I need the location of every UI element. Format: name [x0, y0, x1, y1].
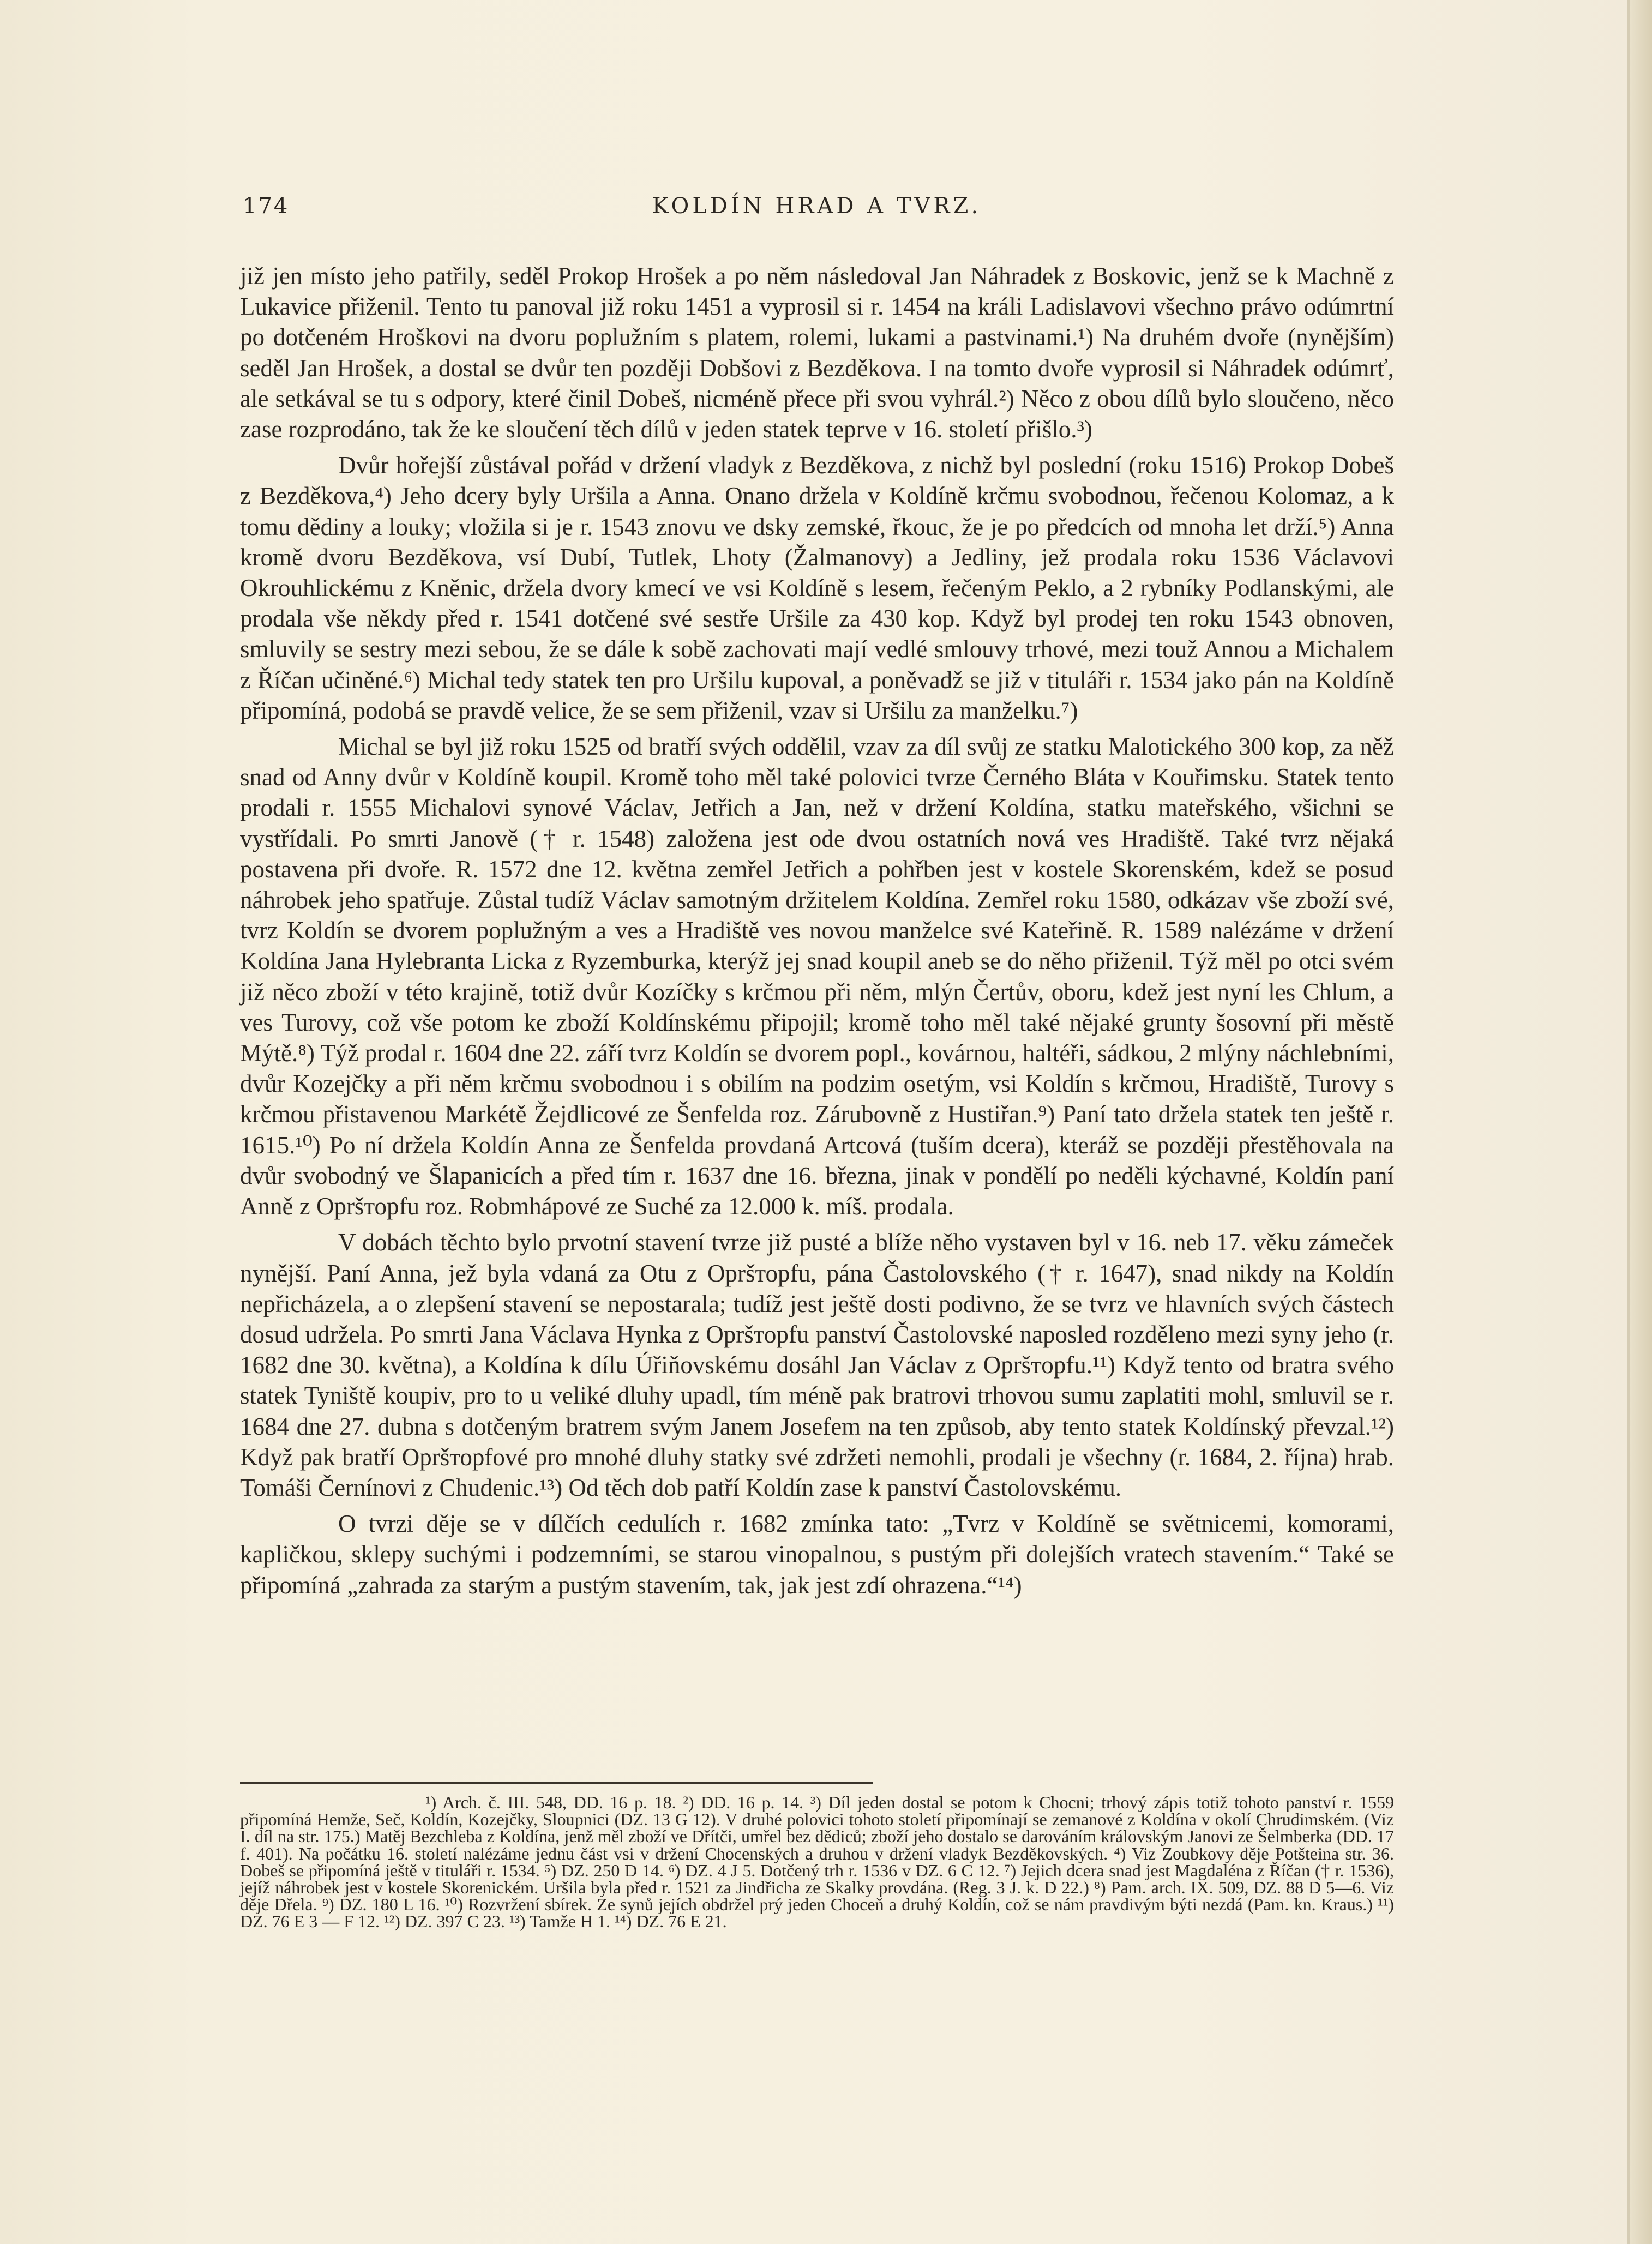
paragraph: již jen místo jeho patřily, seděl Prokop Hrošek a po něm následoval Jan Náhradek z Boskovic, jenž se k Machně z Lukavice přiženil. Tento tu panoval již roku 1451 a vyprosil si r. 1454 na králi Ladislavovi všechno právo odúmrtní po dotčeném Hroškovi na dvoru poplužním s platem, rolemi, lukami a pastvinami.¹) Na druhém dvoře (nynějším) seděl Jan Hrošek, a dostal se dvůr ten později Dobšovi z Bezděkova. I na tomto dvoře vyprosil si Náhradek odúmrť, ale setkával se tu s odpory, které činil Dobeš, nicméně přece při svou vyhrál.²) Něco z obou dílů bylo sloučeno, něco zase rozprodáno, tak že ke sloučení těch dílů v jeden statek teprve v 16. století přišlo.³): [240, 262, 1394, 443]
paragraph: V dobách těchto bylo prvotní stavení tvrze již pusté a blíže něho vystaven byl v 16. neb 17. věku zámeček nynější. Paní Anna, jež byla vdaná za Otu z Opršторfu, pána Častolovského († r. 1647), snad nikdy na Koldín nepřicházela, a o zlepšení stavení se nepostarala; tudíž jest ještě dosti podivno, že se tvrz ve hlavních svých částech dosud udržela. Po smrti Jana Václava Hynka z Opršторfu panství Častolovské naposled rozděleno mezi syny jeho (r. 1682 dne 30. května), a Koldína k dílu Úřiňovskému dosáhl Jan Václav z Opršторfu.¹¹) Když tento od bratra svého statek Tyniště koupiv, pro to u veliké dluhy upadl, tím méně pak bratrovi trhovou sumu zaplatiti mohl, smluvil se r. 1684 dne 27. dubna s dotčeným bratrem svým Janem Josefem na ten způsob, aby tento statek Koldínský převzal.¹²) Když pak bratří Opršторfové pro mnohé dluhy statky své zdržeti nemohli, prodali je všechny (r. 1684, 2. října) hrab. Tomáši Černínovi z Chudenic.¹³) Od těch dob patří Koldín zase k panství Častolovskému.: [240, 1229, 1394, 1501]
footnote-divider: [240, 1782, 873, 1784]
paragraph: Michal se byl již roku 1525 od bratří svých oddělil, vzav za díl svůj ze statku Malotického 300 kop, za něž snad od Anny dvůr v Koldíně koupil. Kromě toho měl také polovici tvrze Černého Bláta v Kouřimsku. Statek tento prodali r. 1555 Michalovi synové Václav, Jetřich a Jan, než v držení Koldína, statku mateřského, všichni se vystřídali. Po smrti Janově († r. 1548) založena jest ode dvou ostatních nová ves Hradiště. Také tvrz nějaká postavena při dvoře. R. 1572 dne 12. května zemřel Jetřich a pohřben jest v kostele Skorenském, kdež se posud náhrobek jeho spatřuje. Zůstal tudíž Václav samotným držitelem Koldína. Zemřel roku 1580, odkázav vše zboží své, tvrz Koldín se dvorem poplužným a ves a Hradiště ves novou manželce své Kateřině. R. 1589 nalézáme v držení Koldína Jana Hylebranta Licka z Ryzemburka, kterýž jej snad koupil aneb se do něho přiženil. Týž měl po otci svém již něco zboží v této krajině, totiž dvůr Kozíčky s krčmou při něm, mlýn Čertův, oboru, kdež jest nyní les Chlum, a ves Turovy, což vše potom ke zboží Koldínskému připojil; kromě toho měl také nějaké grunty šosovní při městě Mýtě.⁸) Týž prodal r. 1604 dne 22. září tvrz Koldín se dvorem popl., kovárnou, haltéři, sádkou, 2 mlýny náchlebními, dvůr Kozejčky a při něm krčmu svobodnou i s obilím na podzim osetým, vsi Koldín s krčmou, Hradiště, Turovy s krčmou přistavenou Markétě Žejdlicové ze Šenfelda roz. Zárubovně z Hustiřan.⁹) Paní tato držela statek ten ještě r. 1615.¹⁰) Po ní držela Koldín Anna ze Šenfelda provdaná Artcová (tuším dcera), kteráž se později přestěhovala na dvůr svobodný ve Šlapanicích a před tím r. 1637 dne 16. března, jinak v pondělí po neděli kýchavné, Koldín paní Anně z Opršторfu roz. Robmhápové ze Suché za 12.000 k. míš. prodala.: [240, 733, 1394, 1220]
footnote-text: ¹) Arch. č. III. 548, DD. 16 p. 18. ²) DD. 16 p. 14. ³) Díl jeden dostal se potom k Chocni; trhový zápis totiž tohoto panství r. 1559 připomíná Hemže, Seč, Koldín, Kozejčky, Sloupnici (DZ. 13 G 12). V druhé polovici tohoto století připomínají se zemanové z Koldína v okolí Chrudimském. (Viz I. díl na str. 175.) Matěj Bezchleba z Koldína, jenž měl zboží ve Dřítči, umřel bez dědiců; zboží jeho dostalo se darováním královským Janovi ze Šelmberka (DD. 17 f. 401). Na počátku 16. století nalézáme jednu část vsi v držení Chocenských a druhou v držení vladyk Bezděkovských. ⁴) Viz Zoubkovy děje Potšteina str. 36. Dobeš se připomíná ještě v tituláři r. 1534. ⁵) DZ. 250 D 14. ⁶) DZ. 4 J 5. Dotčený trh r. 1536 v DZ. 6 C 12. ⁷) Jejich dcera snad jest Magdaléna z Říčan († r. 1536), jejíž náhrobek jest v kostele Skorenickém. Uršila byla před r. 1521 za Jindřicha ze Skalky provdána. (Reg. 3 J. k. D 22.) ⁸) Pam. arch. IX. 509, DZ. 88 D 5—6. Viz děje Dřela. ⁹) DZ. 180 L 16. ¹⁰) Rozvržení sbírek. Ze synů jejích obdržel prý jeden Choceň a druhý Koldín, což se nám pravdivým býti nezdá (Pam. kn. Kraus.) ¹¹) DZ. 76 E 3 — F 12. ¹²) DZ. 397 C 23. ¹³) Tamže H 1. ¹⁴) DZ. 76 E 21.: [240, 1792, 1394, 1932]
page-header: [243, 194, 1391, 232]
paragraph: Dvůr hořejší zůstával pořád v držení vladyk z Bezděkova, z nichž byl poslední (roku 1516) Prokop Dobeš z Bezděkova,⁴) Jeho dcery byly Uršila a Anna. Onano držela v Koldíně krčmu svobodnou, řečenou Kolomaz, a k tomu dědiny a louky; vložila si je r. 1543 znovu ve dsky zemské, řkouc, že je po předcích od mnoha let drží.⁵) Anna kromě dvoru Bezděkova, vsí Dubí, Tutlek, Lhoty (Žalmanovy) a Jedliny, jež prodala roku 1536 Václavovi Okrouhlickému z Kněnic, držela dvory kmecí ve vsi Koldíně s lesem, řečeným Peklo, a 2 rybníky Podlanskými, ale prodala vše někdy před r. 1541 dotčené své sestře Uršile za 430 kop. Když byl prodej ten roku 1543 obnoven, smluvily se sestry mezi sebou, že se dále k sobě zachovati mají vedlé smlouvy trhové, mezi touž Annou a Michalem z Říčan učiněné.⁶) Michal tedy statek ten pro Uršilu kupoval, a poněvadž se již v tituláři r. 1534 jako pán na Koldíně připomíná, podobá se pravdě velice, že se sem přiženil, vzav si Uršilu za manželku.⁷): [240, 452, 1394, 724]
paragraph: O tvrzi děje se v dílčích cedulích r. 1682 zmínka tato: „Tvrz v Koldíně se světnicemi, komorami, kapličkou, sklepy suchými i podzemními, se starou vinopalnou, s pustým při dolejších vratech stavením.“ Také se připomíná „zahrada za starým a pustým stavením, tak, jak jest zdí ohrazena.“¹⁴): [240, 1510, 1394, 1599]
page-number: 174: [243, 194, 290, 219]
footnotes: [240, 1794, 1394, 1930]
page-edge: [1630, 0, 1652, 2244]
main-text: [240, 261, 1394, 1601]
running-title: KOLDÍN HRAD A TVRZ.: [652, 194, 982, 219]
